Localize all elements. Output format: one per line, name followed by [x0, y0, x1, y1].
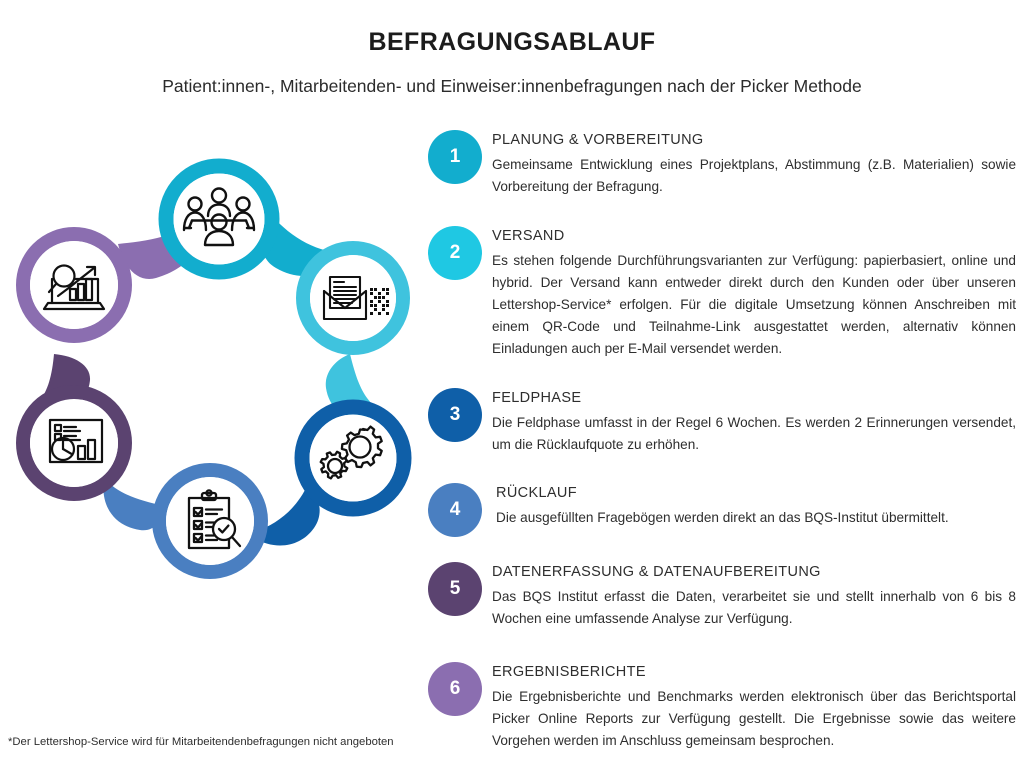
step-number-badge-1: 1 — [428, 130, 482, 184]
step-item-3[interactable] — [428, 388, 1016, 456]
step-heading-5: DATENERFASSUNG & DATENAUFBEREITUNG — [492, 564, 821, 580]
cycle-node-6-results — [23, 234, 125, 336]
step-description-6: Die Ergebnisberichte und Benchmarks werden elektronisch über das Berichtsportal Picker Online Reports zur Verfügung gestellt. Die Ergebnisse sowie das weitere Vorgehen werden im Anschluss gemeinsam besprochen. — [492, 689, 1016, 749]
step-heading-4: RÜCKLAUF — [496, 485, 577, 501]
step-description-5: Das BQS Institut erfasst die Daten, verarbeitet sie und stellt innerhalb von 6 bis 8 Wochen eine umfassende Analyse zur Verfügung. — [492, 589, 1016, 627]
step-number-badge-2: 2 — [428, 226, 482, 280]
cycle-node-2-dispatch — [303, 248, 403, 348]
step-number-badge-3: 3 — [428, 388, 482, 442]
process-cycle-diagram — [8, 148, 428, 584]
step-number-badge-5: 5 — [428, 562, 482, 616]
step-description-1: Gemeinsame Entwicklung eines Projektplans, Abstimmung (z.B. Materialien) sowie Vorbereitung der Befragung. — [492, 157, 1016, 195]
page-header — [0, 0, 1024, 97]
step-item-6[interactable] — [428, 662, 1016, 752]
step-item-5[interactable] — [428, 562, 1016, 630]
step-description-2: Es stehen folgende Durchführungsvarianten zur Verfügung: papierbasiert, online und hybrid. Der Versand kann entweder direkt durch den Kunden oder über unseren Lettershop-Service* erfolgen. Für die digitale Umsetzung können Anschreiben mit einem QR-Code und Teilnahme-Link ausgestattet werden, alternativ können Einladungen auch per E-Mail versendet werden. — [492, 253, 1016, 357]
cycle-node-3-fieldphase — [302, 407, 404, 509]
cycle-node-1-planning — [166, 166, 272, 272]
step-number-badge-6: 6 — [428, 662, 482, 716]
step-heading-6: ERGEBNISBERICHTE — [492, 664, 646, 680]
step-item-1[interactable] — [428, 130, 1016, 198]
footnote: *Der Lettershop-Service wird für Mitarbeitendenbefragungen nicht angeboten — [8, 736, 394, 748]
step-heading-3: FELDPHASE — [492, 390, 582, 406]
step-item-2[interactable] — [428, 226, 1016, 360]
step-heading-1: PLANUNG & VORBEREITUNG — [492, 132, 704, 148]
cycle-node-4-returns — [159, 470, 261, 572]
step-heading-2: VERSAND — [492, 228, 565, 244]
page-subtitle: Patient:innen-, Mitarbeitenden- und Einweiser:innenbefragungen nach der Picker Methode — [162, 76, 862, 96]
cycle-node-5-data-processing — [23, 392, 125, 494]
step-description-4: Die ausgefüllten Fragebögen werden direkt an das BQS-Institut übermittelt. — [496, 510, 949, 526]
step-item-4[interactable] — [428, 483, 1016, 529]
step-number-badge-4: 4 — [428, 483, 482, 537]
step-description-3: Die Feldphase umfasst in der Regel 6 Wochen. Es werden 2 Erinnerungen versendet, um die Rücklaufquote zu erhöhen. — [492, 415, 1016, 453]
page-title: BEFRAGUNGSABLAUF — [368, 28, 656, 56]
